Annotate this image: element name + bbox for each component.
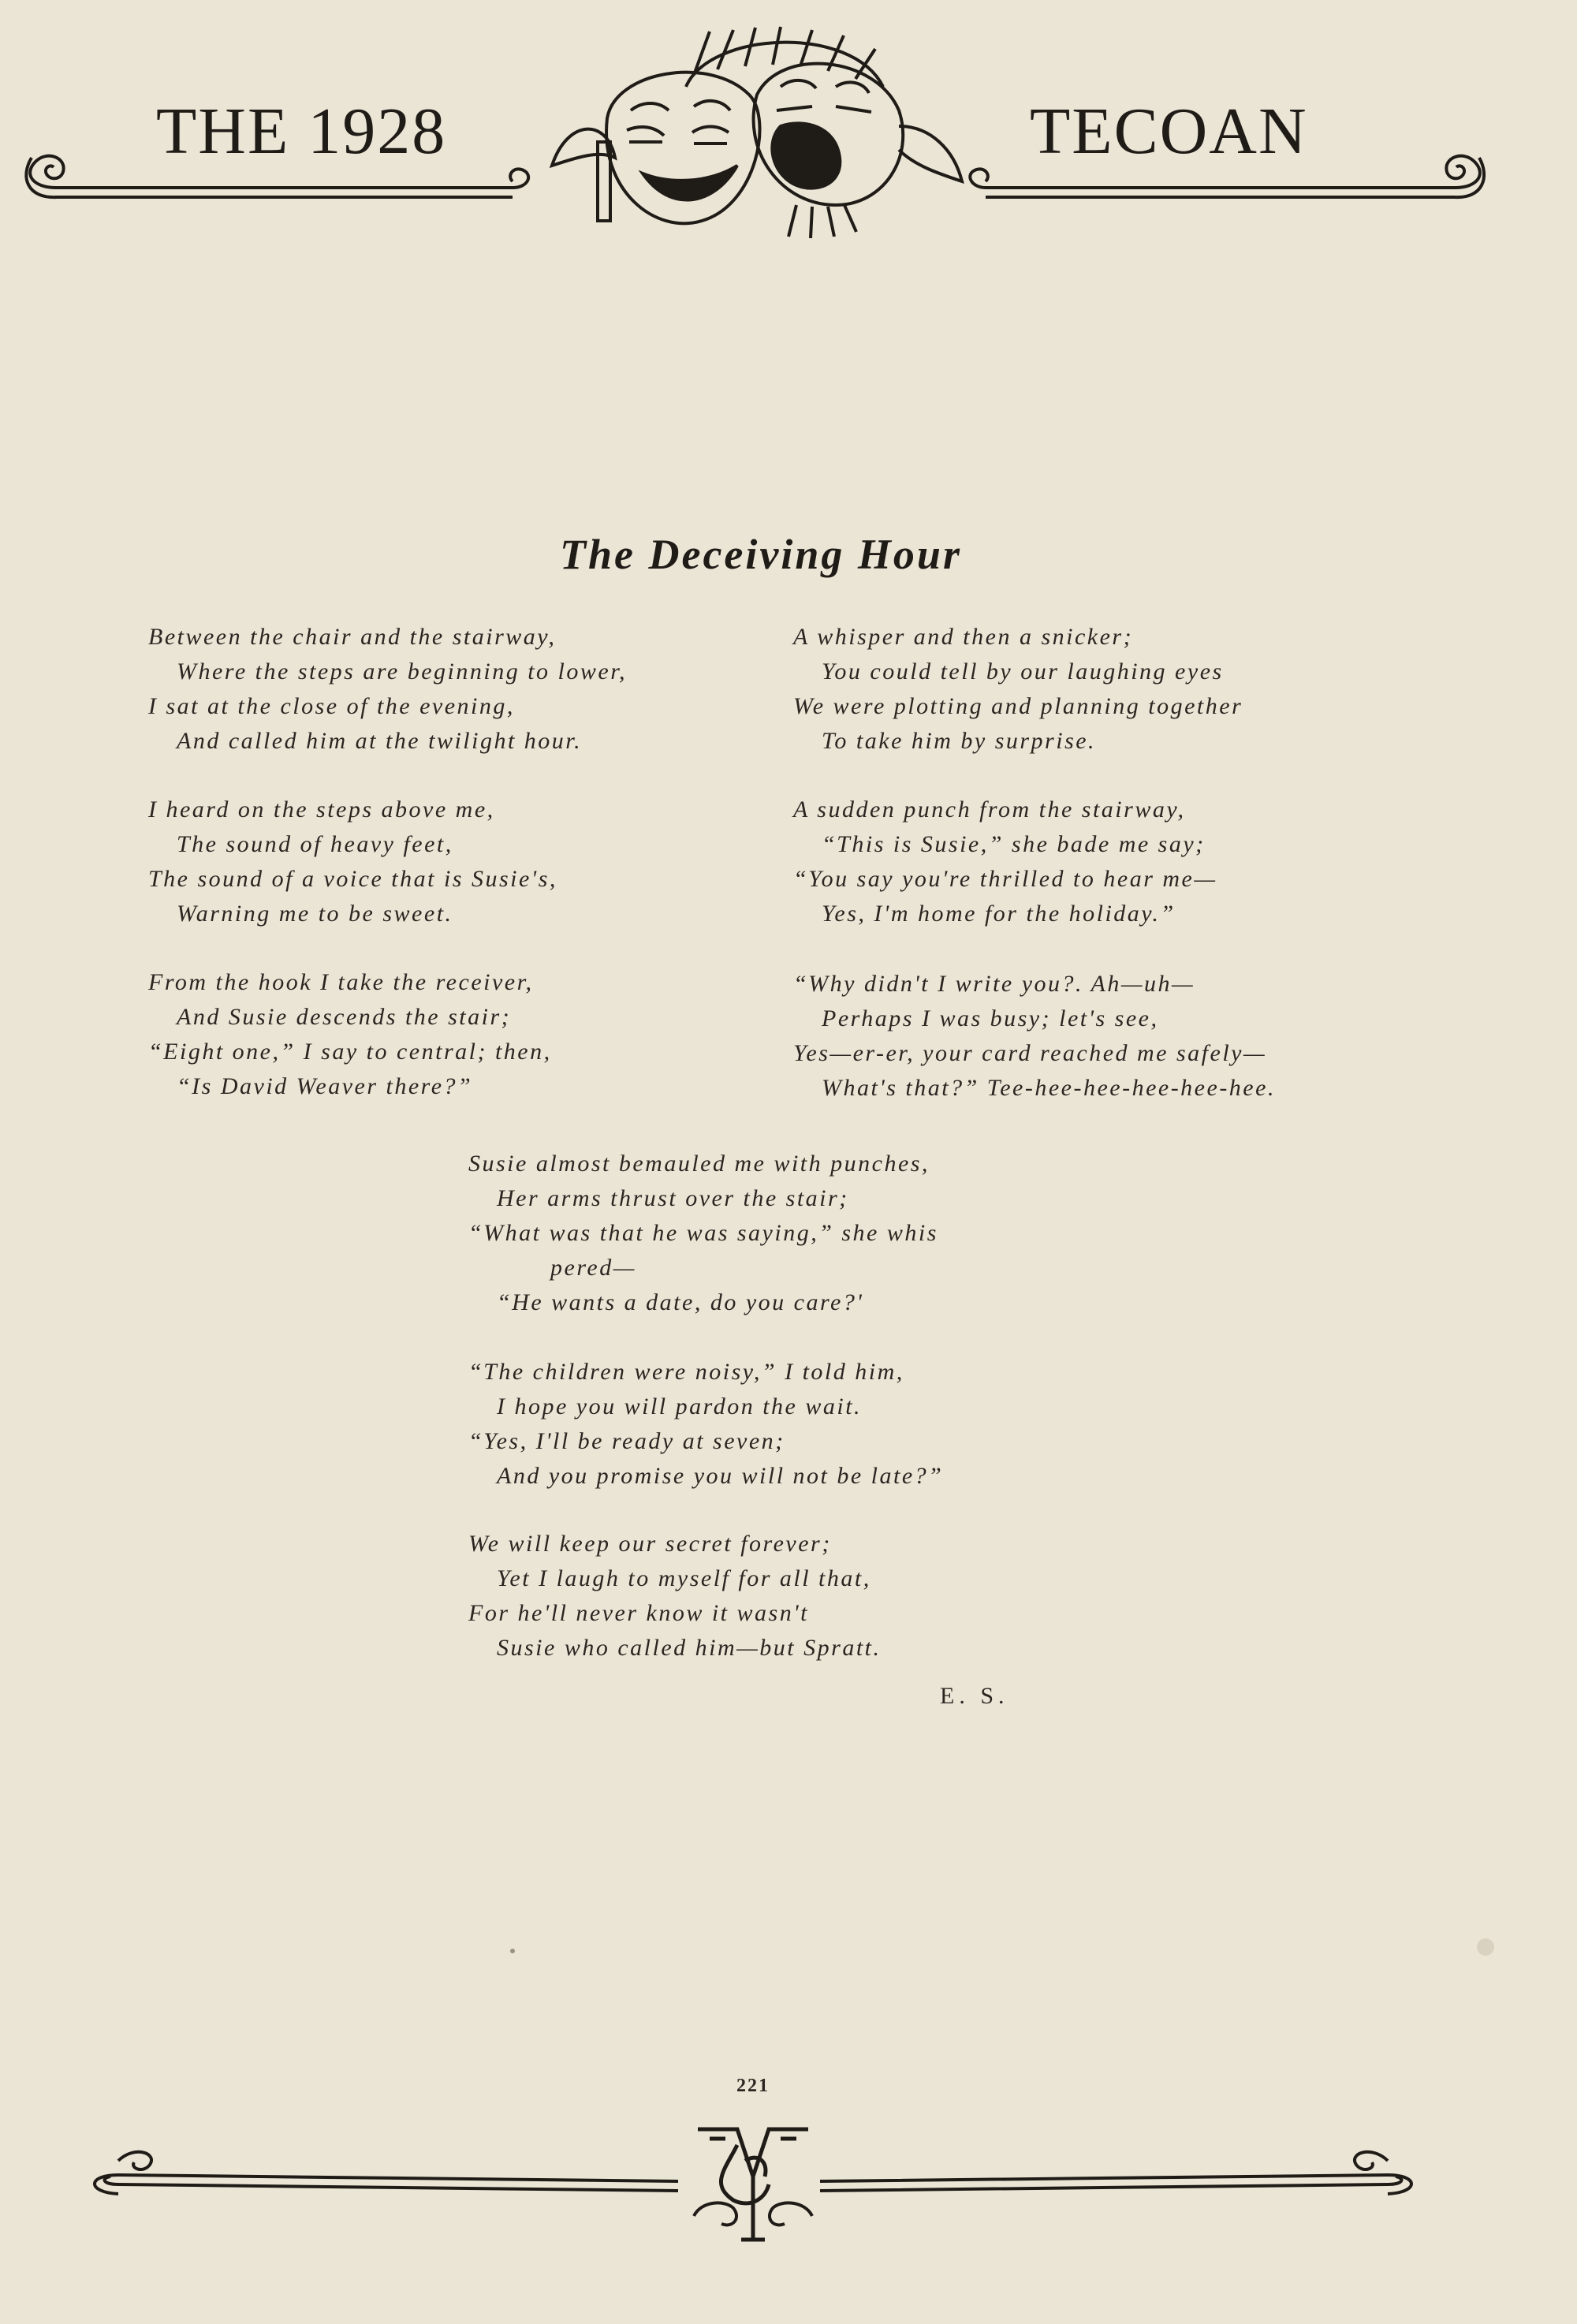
stanza-7 — [468, 1147, 938, 1320]
poem-line: And you promise you will not be late?” — [497, 1463, 944, 1489]
page-number: 221 — [736, 2076, 770, 2096]
ornamental-monogram-icon — [698, 2129, 808, 2240]
poem-line: Yes—er-er, your card reached me safely— — [793, 1040, 1267, 1066]
stanza-6 — [793, 967, 1276, 1106]
poem-line: And Susie descends the stair; — [177, 1004, 512, 1030]
poem-line: The sound of heavy feet, — [177, 831, 453, 857]
poem-line: Yet I laugh to myself for all that, — [497, 1565, 871, 1591]
stanza-3 — [148, 965, 552, 1104]
poem-line: “Yes, I'll be ready at seven; — [468, 1428, 785, 1454]
poem-line: You could tell by our laughing eyes — [822, 658, 1224, 685]
poem-line: What's that?” Tee-hee-hee-hee-hee-hee. — [822, 1075, 1276, 1101]
poem-line: Between the chair and the stairway, — [148, 624, 557, 650]
poem-line: “You say you're thrilled to hear me— — [793, 866, 1217, 892]
poem-title: The Deceiving Hour — [560, 531, 962, 578]
poem-line: I sat at the close of the evening, — [148, 693, 515, 719]
poem-line: To take him by surprise. — [822, 728, 1097, 754]
poem-line: Her arms thrust over the stair; — [497, 1185, 849, 1211]
poem-line: Warning me to be sweet. — [177, 901, 453, 927]
paper-speck — [510, 1949, 515, 1953]
stanza-9 — [468, 1527, 882, 1666]
poem-line: And called him at the twilight hour. — [177, 728, 583, 754]
stanza-2 — [148, 793, 557, 931]
poem-line: “He wants a date, do you care?' — [497, 1289, 864, 1315]
poem-line: Susie almost bemauled me with punches, — [468, 1151, 930, 1177]
poem-line: “What was that he was saying,” she whis — [468, 1220, 938, 1246]
poem-line: “This is Susie,” she bade me say; — [822, 831, 1206, 857]
poem-line: We will keep our secret forever; — [468, 1531, 832, 1557]
poem-line: We were plotting and planning together — [793, 693, 1243, 719]
header-left-title: THE 1928 — [156, 95, 447, 168]
footer-rule-lines — [95, 2152, 1411, 2225]
stanza-4 — [793, 620, 1243, 759]
paper-speck — [1477, 1938, 1494, 1956]
poem-line: I hope you will pardon the wait. — [497, 1393, 863, 1419]
poem-line: pered— — [550, 1255, 636, 1281]
poem-line: “Eight one,” I say to central; then, — [148, 1039, 552, 1065]
poem-line: Yes, I'm home for the holiday.” — [822, 901, 1176, 927]
poem-line: “Is David Weaver there?” — [177, 1073, 473, 1099]
poem-line: “The children were noisy,” I told him, — [468, 1359, 904, 1385]
poem-line: “Why didn't I write you?. Ah—uh— — [793, 971, 1195, 997]
poem-line: Perhaps I was busy; let's see, — [822, 1005, 1159, 1031]
header-right-title: TECOAN — [1030, 95, 1308, 168]
stanza-8 — [468, 1355, 943, 1494]
poem-line: The sound of a voice that is Susie's, — [148, 866, 557, 892]
poem-line: I heard on the steps above me, — [148, 796, 495, 823]
poem-line: Where the steps are beginning to lower, — [177, 658, 628, 685]
poem-line: A sudden punch from the stairway, — [793, 796, 1186, 823]
stanza-1 — [148, 620, 627, 759]
poem-line: Susie who called him—but Spratt. — [497, 1635, 882, 1661]
author-signature: E. S. — [940, 1683, 1009, 1709]
poem-line: From the hook I take the receiver, — [148, 969, 534, 995]
poem-line: A whisper and then a snicker; — [793, 624, 1134, 650]
stanza-5 — [793, 793, 1217, 931]
poem-line: For he'll never know it wasn't — [468, 1600, 809, 1626]
comedy-tragedy-masks-icon — [552, 27, 962, 238]
